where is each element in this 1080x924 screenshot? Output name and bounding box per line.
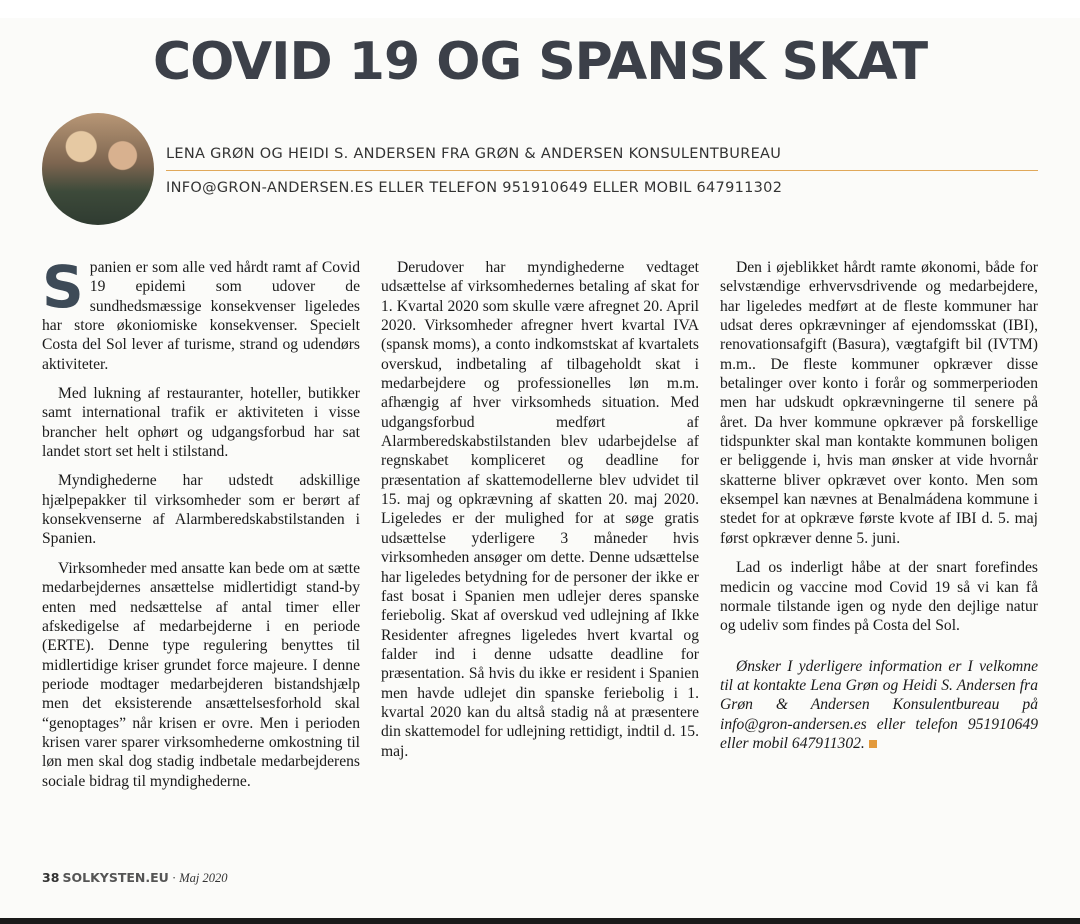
page-number: 38 bbox=[42, 870, 60, 885]
issue-date: Maj 2020 bbox=[179, 871, 228, 885]
footer-separator: · bbox=[171, 871, 177, 885]
paragraph: Derudover har myndighederne vedtaget udsættelse af virksomhedernes betaling af skat for 1. Kvartal 2020 som skulle være afregnet 20. April 2020. Virksomheder afregner hvert kvartal IVA (spansk moms), a conto indkomstskat af kvartalets overskud, indbetaling af tilbageholdt skat i medarbejdere og professionelles løn m.m. afhængig af hver virksomheds situation. Med udgangsforbud medført af Alarmberedskabstilstanden blev udarbejdelse af regnskabet kompliceret og deadline for præsentation af skattemodellerne blev udvidet til 15. maj og opkrævning af skatten 20. maj 2020. Ligeledes er der mulighed for at søge gratis udsættelse yderligere 3 måneder hvis virksomheden ansøger om dette. Denne udsættelse har ligeledes betydning for de personer der ikke er fast bosat i Spanien men udlejer deres spanske feriebolig. Skat af overskud ved udlejning af Ikke Residenter afregnes ligeledes hvert kvartal og falder ind i denne udsatte deadline for præsentation. Så hvis du ikke er resident i Spanien men havde udlejet din spanske feriebolig i 1. kvartal 2020 kan du altså stadig nå at præsentere din skattemodel for udlejning rettidigt, indtil d. 15. maj. bbox=[381, 259, 699, 760]
top-margin bbox=[0, 0, 1080, 18]
paragraph: Virksomheder med ansatte kan bede om at sætte medarbejdernes ansættelse midlertidigt stand-by enten med nedsættelse af antal timer eller afskedigelse af medarbejderne i en periode (ERTE). Denne type regulering benyttes til midlertidige kriser grundet force majeure. I denne periode modtager medarbejderen bistandshjælp men det eksisterende ansættelsesforhold skal “genoptages” når krisen er ovre. Men i perioden krisen varer sparer virksomhederne omkostning til løn men skal dog stadig indbetale medarbejderens sociale bidrag til myndighederne. bbox=[42, 559, 360, 790]
bottom-bar bbox=[0, 918, 1080, 924]
article-column-3 bbox=[720, 258, 1038, 753]
paragraph: Den i øjeblikket hårdt ramte økonomi, både for selvstændige erhvervsdrivende og medarbejdere, har ligeledes medført at de fleste kommuner har udsat deres opkrævninger af ejendomsskat (IBI), renovationsafgift (Basura), vægtafgift bil (IVTM) m.m.. De fleste kommuner opkræver disse betalinger over konto i forår og sommerperioden men har udskudt opkrævningerne til senere på året. Da hver kommune opkræver på forskellige tidspunkter skal man kontakte kommunen boligen er beliggende i, hvis man ønsker at vide hvornår skatterne bliver opkrævet over konto. Men som eksempel kan nævnes at Benalmádena kommune i stedet for at opkræve første kvote af IBI d. 5. maj først opkræver denne 5. juni. bbox=[720, 259, 1038, 547]
paragraph: Spanien er som alle ved hårdt ramt af Covid 19 epidemi som udover de sundhedsmæssige konsekvenser ligeledes har store økoniomiske konsekvenser. Specielt Costa del Sol lever af turisme, strand og udendørs aktiviteter. bbox=[42, 253, 360, 373]
article-column-1 bbox=[42, 253, 360, 791]
byline-divider bbox=[166, 170, 1038, 171]
author-byline: LENA GRØN OG HEIDI S. ANDERSEN FRA GRØN & ANDERSEN KONSULENTBUREAU bbox=[166, 146, 782, 162]
paragraph: Lad os inderligt håbe at der snart forefindes medicin og vaccine mod Covid 19 så vi kan få normale tilstande igen og nyde den dejlige natur og udeliv som findes på Costa del Sol. bbox=[720, 559, 1038, 635]
site-name: SOLKYSTEN.EU bbox=[62, 870, 169, 885]
author-contact: INFO@GRON-ANDERSEN.ES ELLER TELEFON 951910649 ELLER MOBIL 647911302 bbox=[166, 180, 783, 196]
paragraph: Myndighederne har udstedt adskillige hjælpepakker til virksomheder som er berørt af konsekvenserne af Alarmberedskabstilstanden i Spanien. bbox=[42, 472, 360, 548]
author-photo bbox=[42, 113, 154, 225]
paragraph: Med lukning af restauranter, hoteller, butikker samt international trafik er aktiviteten i visse brancher helt ophørt og udgangsforbud har sat landet stort set helt i stilstand. bbox=[42, 385, 360, 461]
closing-paragraph: Ønsker I yderligere information er I velkomne til at kontakte Lena Grøn og Heidi S. Andersen fra Grøn & Andersen Konsulentbureau på info@gron-andersen.es eller telefon 951910649 eller mobil 647911302. bbox=[720, 657, 1038, 752]
drop-cap: S bbox=[42, 253, 84, 321]
page-footer bbox=[42, 870, 228, 886]
article-column-2 bbox=[381, 258, 699, 761]
end-mark-icon bbox=[869, 740, 877, 748]
article-headline: COVID 19 OG SPANSK SKAT bbox=[152, 32, 928, 92]
